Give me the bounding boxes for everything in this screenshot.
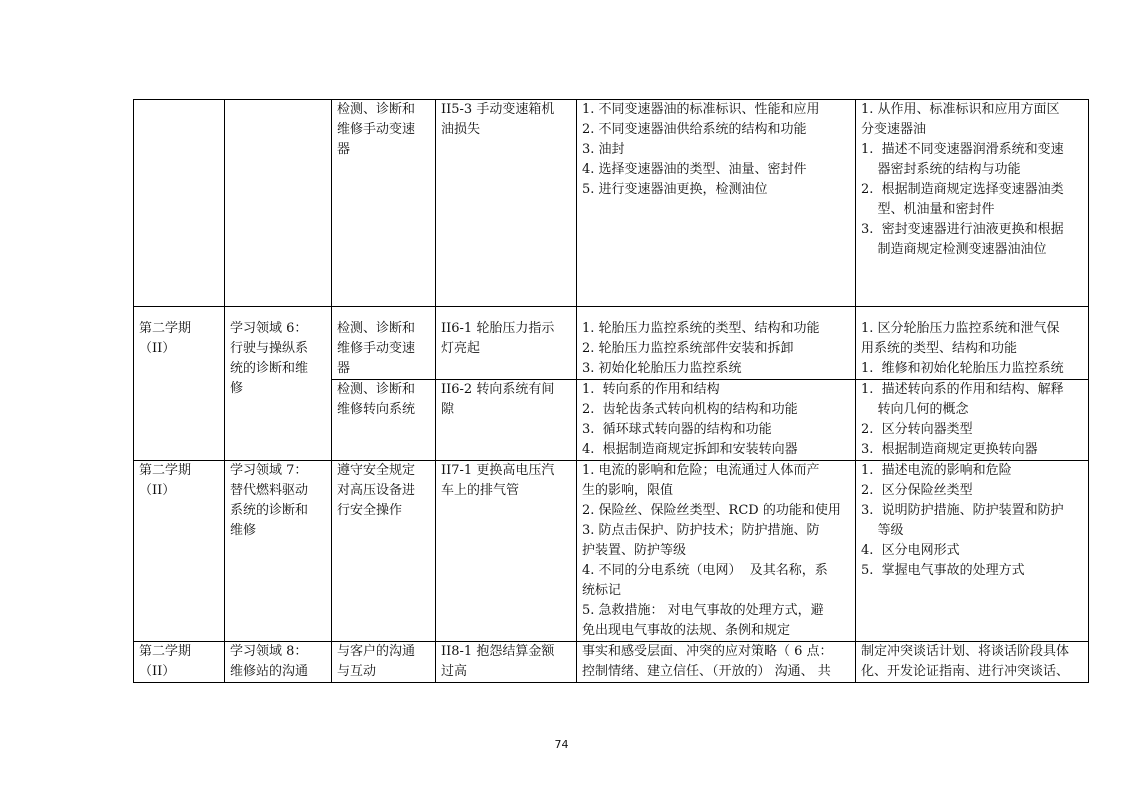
activity-cell (332, 642, 436, 683)
cell-text-line: II8-1 抱怨结算金额 (441, 644, 555, 659)
cell-text-line: 2. 区分保险丝类型 (861, 483, 973, 498)
content-cell (577, 642, 856, 683)
cell-text-line: 用系统的类型、结构和功能 (861, 341, 1018, 356)
cell-text-line: 2. 齿轮齿条式转向机构的结构和功能 (582, 402, 798, 417)
cell-text-line: 替代燃料驱动 (230, 483, 309, 498)
cell-text-line: 5. 急救措施： 对电气事故的处理方式，避 (582, 603, 824, 618)
cell-text-line: 隙 (441, 402, 455, 417)
activity-cell (332, 100, 436, 307)
cell-text-line: 3. 防点击保护、防护技术；防护措施、防 (582, 523, 820, 538)
cell-text-line: 遵守安全规定 (337, 463, 416, 478)
cell-text-line: 4. 根据制造商规定拆卸和安装转向器 (582, 442, 798, 457)
task-cell (436, 307, 577, 380)
learning-domain-cell (225, 307, 332, 461)
cell-text-line: 维修转向系统 (337, 402, 416, 417)
cell-text-line: 维修手动变速 (337, 341, 416, 356)
activity-cell (332, 461, 436, 642)
page-number: 74 (554, 738, 569, 751)
cell-text-line: 器 (337, 361, 351, 376)
cell-text-line: 1. 从作用、标准标识和应用方面区 (861, 102, 1060, 117)
goals-cell (856, 461, 1089, 642)
task-cell (436, 461, 577, 642)
cell-text-line: 1. 轮胎压力监控系统的类型、结构和功能 (582, 321, 820, 336)
cell-text-line: 制定冲突谈话计划、将谈话阶段具体 (861, 644, 1070, 659)
cell-text-line: 3. 油封 (582, 142, 625, 157)
cell-text-line: 与客户的沟通 (337, 644, 416, 659)
table-row (134, 307, 1089, 380)
content-cell (577, 100, 856, 307)
cell-text-line: 3. 循环球式转向器的结构和功能 (582, 422, 772, 437)
cell-text-line: 学习领域 6： (230, 321, 308, 336)
cell-text-line: 型、机油量和密封件 (861, 202, 995, 217)
semester-cell (134, 642, 225, 683)
cell-text-line: 事实和感受层面、冲突的应对策略（ 6 点： (582, 644, 833, 659)
activity-cell (332, 380, 436, 461)
learning-domain-cell (225, 100, 332, 307)
cell-text-line: 器 (337, 142, 351, 157)
cell-text-line: 系统的诊断和 (230, 503, 309, 518)
cell-text-line: 第二学期 (139, 463, 192, 478)
goals-cell (856, 380, 1089, 461)
semester-cell (134, 461, 225, 642)
cell-text-line: 2. 轮胎压力监控系统部件安装和拆卸 (582, 341, 794, 356)
content-cell (577, 380, 856, 461)
cell-text-line: 制造商规定检测变速器油油位 (861, 242, 1047, 257)
table-row (134, 100, 1089, 307)
goals-cell (856, 642, 1089, 683)
cell-text-line: 维修手动变速 (337, 122, 416, 137)
cell-text-line: 第二学期 (139, 644, 192, 659)
cell-text-line: 1. 描述转向系的作用和结构、解释 (861, 382, 1064, 397)
cell-text-line: 等级 (861, 523, 904, 538)
cell-text-line: 车上的排气管 (441, 483, 520, 498)
task-cell (436, 380, 577, 461)
cell-text-line: 1. 转向系的作用和结构 (582, 382, 720, 397)
cell-text-line: II7-1 更换高电压汽 (441, 463, 555, 478)
cell-text-line: 4. 不同的分电系统（电网） 及其名称，系 (582, 563, 828, 578)
content-cell (577, 461, 856, 642)
cell-text-line: 1. 电流的影响和危险；电流通过人体而产 (582, 463, 820, 478)
cell-text-line: 生的影响，限值 (582, 483, 674, 498)
task-cell (436, 100, 577, 307)
cell-text-line: 5. 掌握电气事故的处理方式 (861, 563, 1025, 578)
cell-text-line: 免出现电气事故的法规、条例和规定 (582, 623, 791, 638)
cell-text-line: 分变速器油 (861, 122, 927, 137)
cell-text-line: 3. 说明防护措施、防护装置和防护 (861, 503, 1064, 518)
table-row (134, 461, 1089, 642)
cell-text-line: 维修站的沟通 (230, 664, 309, 679)
cell-text-line: 化、开发论证指南、进行冲突谈话、 (861, 664, 1070, 679)
learning-domain-cell (225, 461, 332, 642)
cell-text-line: 1. 不同变速器油的标准标识、性能和应用 (582, 102, 820, 117)
cell-text-line: 器密封系统的结构与功能 (861, 162, 1021, 177)
cell-text-line: 维修 (230, 523, 257, 538)
cell-text-line: 与互动 (337, 664, 377, 679)
cell-text-line: 行驶与操纵系 (230, 341, 309, 356)
content-cell (577, 307, 856, 380)
learning-domain-cell (225, 642, 332, 683)
cell-text-line: 对高压设备进 (337, 483, 416, 498)
cell-text-line: 3. 初始化轮胎压力监控系统 (582, 361, 742, 376)
cell-text-line: （II） (139, 341, 176, 356)
activity-cell (332, 307, 436, 380)
cell-text-line: 1. 区分轮胎压力监控系统和泄气保 (861, 321, 1060, 336)
cell-text-line: （II） (139, 664, 176, 679)
cell-text-line: II5-3 手动变速箱机 (441, 102, 555, 117)
cell-text-line: 第二学期 (139, 321, 192, 336)
table-row (134, 642, 1089, 683)
task-cell (436, 642, 577, 683)
cell-text-line: II6-2 转向系统有间 (441, 382, 555, 397)
cell-text-line: 行安全操作 (337, 503, 403, 518)
cell-text-line: 检测、诊断和 (337, 382, 416, 397)
cell-text-line: 油损失 (441, 122, 481, 137)
cell-text-line: 2. 不同变速器油供给系统的结构和功能 (582, 122, 807, 137)
cell-text-line: 转向几何的概念 (861, 402, 969, 417)
cell-text-line: 过高 (441, 664, 468, 679)
cell-text-line: 4. 区分电网形式 (861, 543, 960, 558)
goals-cell (856, 100, 1089, 307)
cell-text-line: 检测、诊断和 (337, 102, 416, 117)
curriculum-table (133, 99, 1089, 683)
cell-text-line: 2. 根据制造商规定选择变速器油类 (861, 182, 1064, 197)
cell-text-line: 1. 维修和初始化轮胎压力监控系统 (861, 361, 1064, 376)
cell-text-line: 2. 保险丝、保险丝类型、RCD 的功能和使用 (582, 503, 841, 518)
semester-cell (134, 307, 225, 461)
cell-text-line: 统标记 (582, 583, 622, 598)
cell-text-line: 学习领域 8： (230, 644, 308, 659)
cell-text-line: 灯亮起 (441, 341, 481, 356)
cell-text-line: II6-1 轮胎压力指示 (441, 321, 555, 336)
semester-cell (134, 100, 225, 307)
cell-text-line: 护装置、防护等级 (582, 543, 687, 558)
cell-text-line: 3. 密封变速器进行油液更换和根据 (861, 222, 1064, 237)
cell-text-line: 5. 进行变速器油更换，检测油位 (582, 182, 768, 197)
goals-cell (856, 307, 1089, 380)
cell-text-line: 2. 区分转向器类型 (861, 422, 973, 437)
cell-text-line: 3. 根据制造商规定更换转向器 (861, 442, 1038, 457)
cell-text-line: 统的诊断和维 (230, 361, 309, 376)
cell-text-line: 1. 描述电流的影响和危险 (861, 463, 1012, 478)
cell-text-line: 1. 描述不同变速器润滑系统和变速 (861, 142, 1064, 157)
cell-text-line: 控制情绪、建立信任、（开放的） 沟通、 共 (582, 664, 831, 679)
cell-text-line: 4. 选择变速器油的类型、油量、密封件 (582, 162, 807, 177)
cell-text-line: 检测、诊断和 (337, 321, 416, 336)
cell-text-line: 修 (230, 381, 244, 396)
cell-text-line: 学习领域 7： (230, 463, 308, 478)
cell-text-line: （II） (139, 483, 176, 498)
